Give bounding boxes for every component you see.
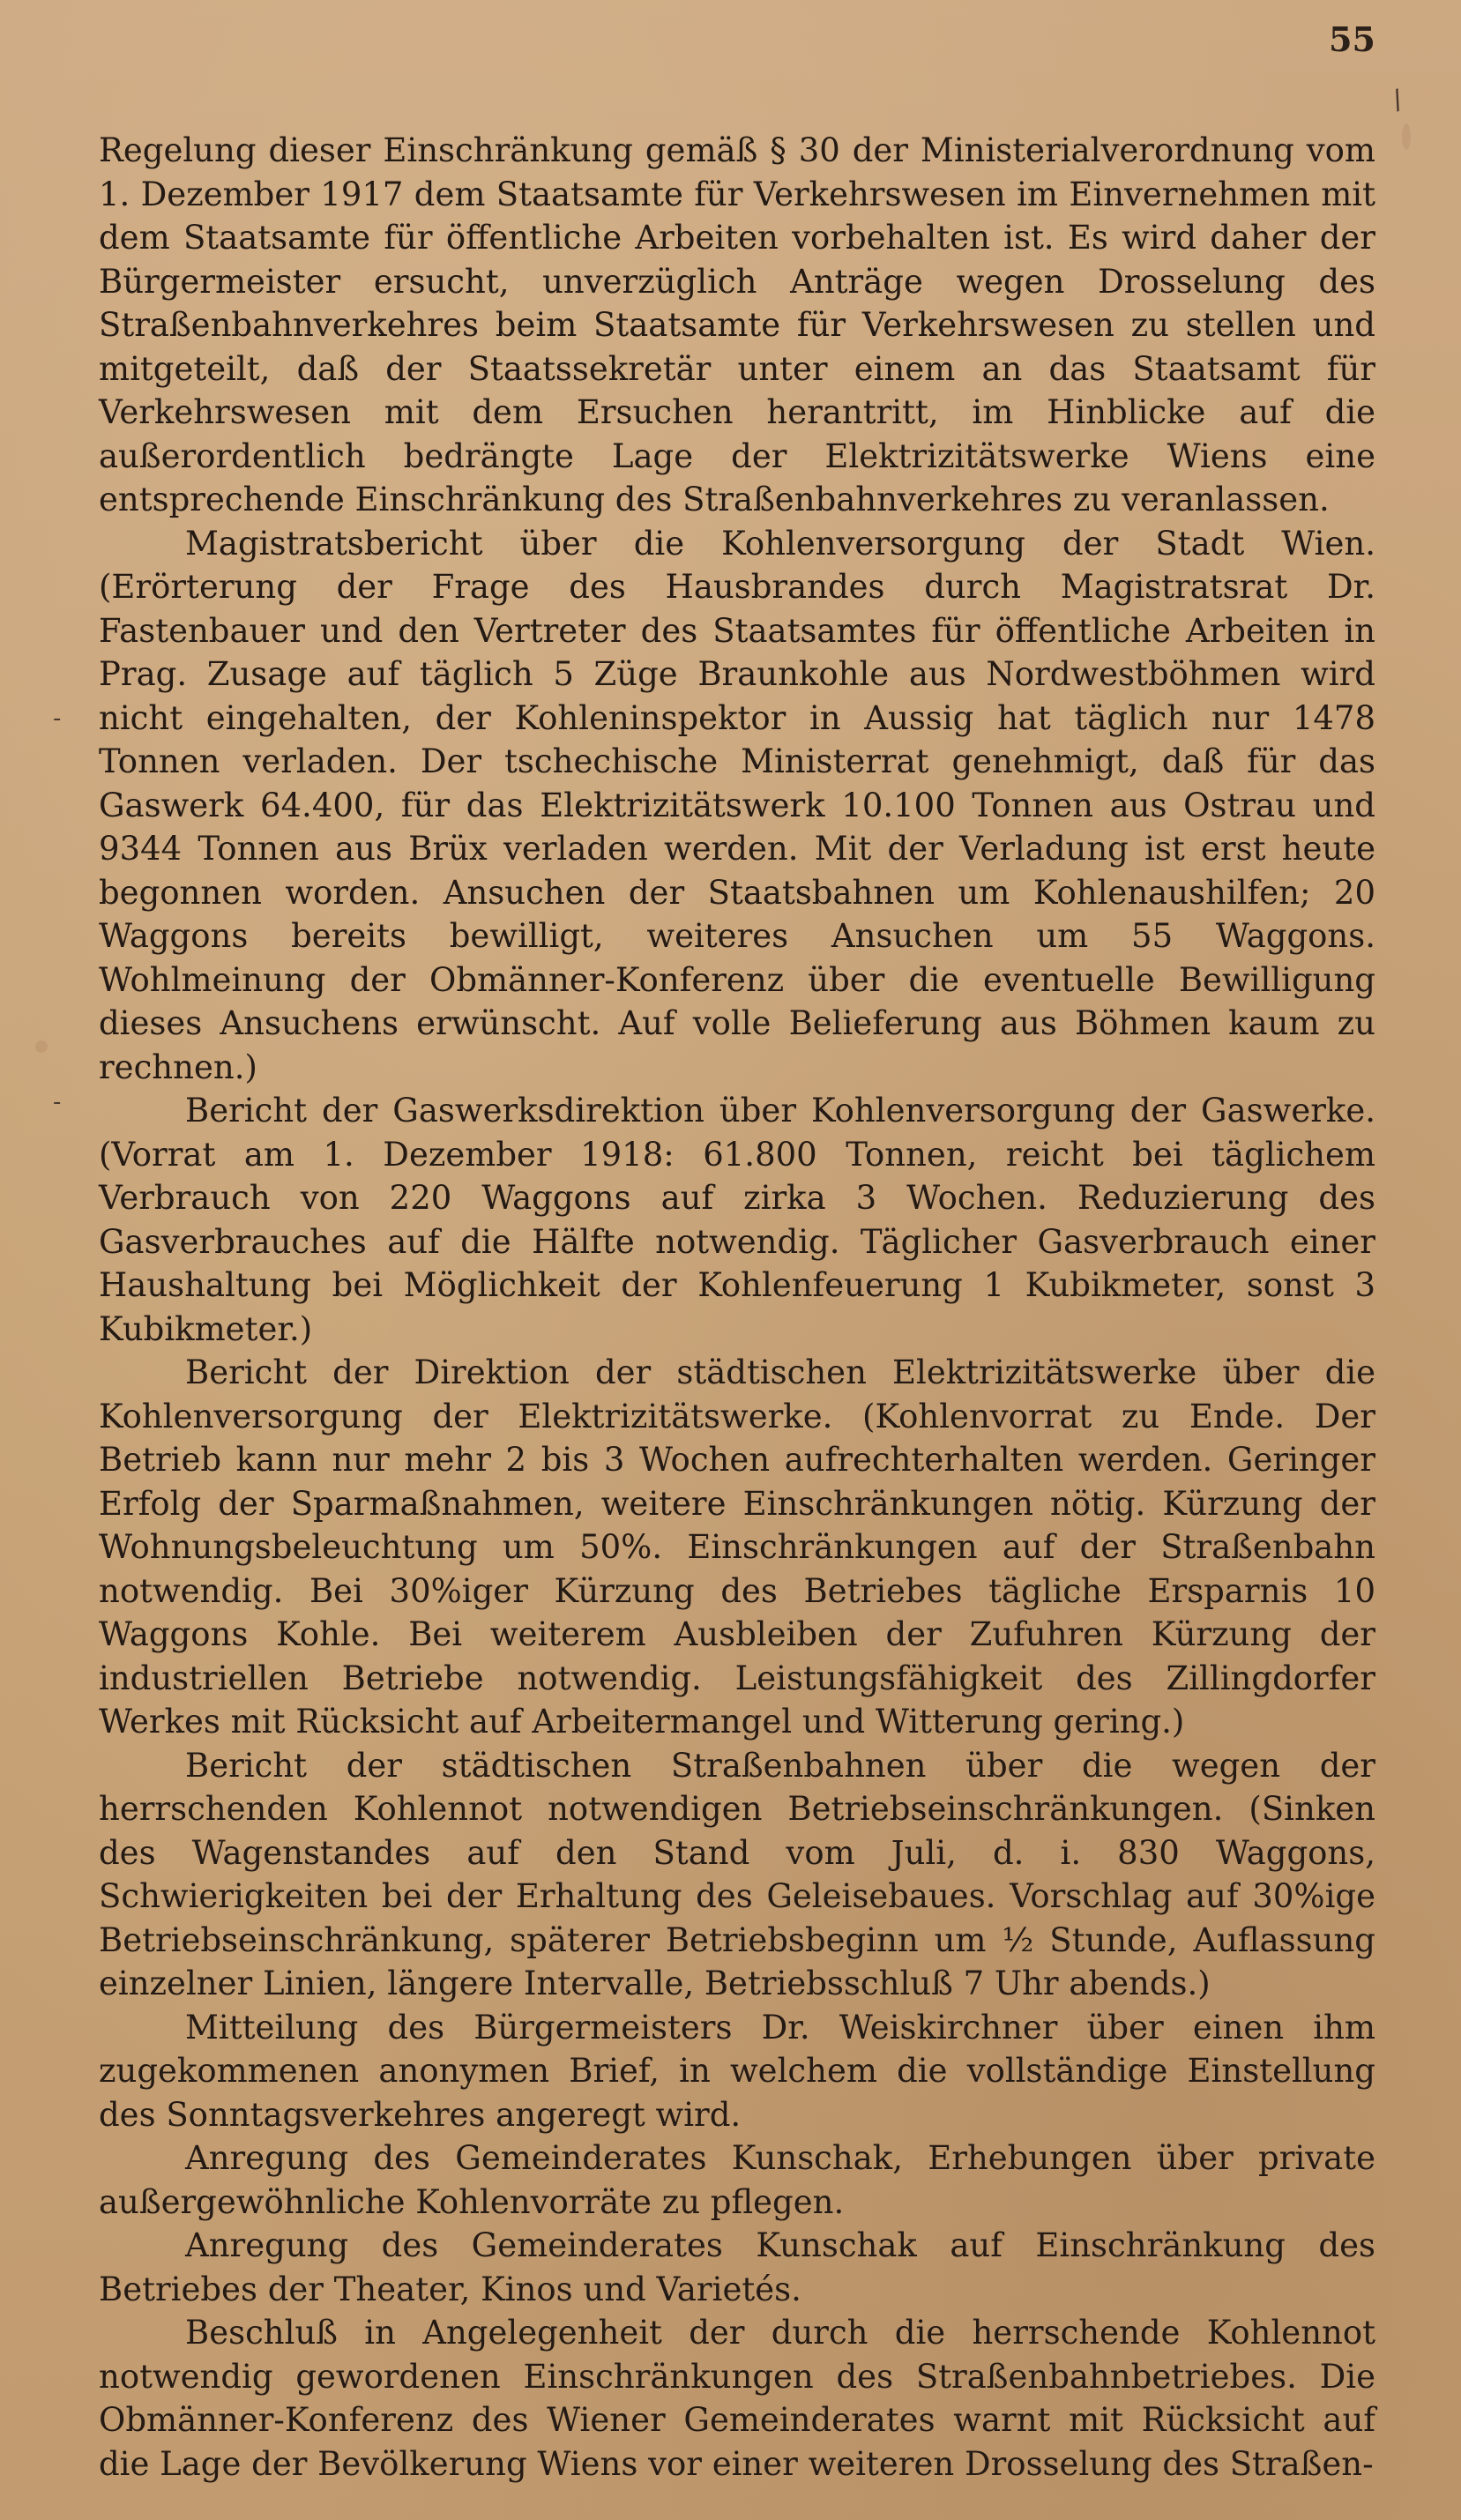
margin-mark: - — [53, 1089, 62, 1115]
paragraph-anregung-theater: Anregung des Gemeinderates Kunschak auf Einschränkung des Betriebes der Theater, Kinos und Varietés. — [99, 2226, 1375, 2308]
paragraph-magistratsbericht: Magistratsbericht über die Kohlenversorgung der Stadt Wien. (Erörterung der Frage des Hausbrandes durch Magistratsrat Dr. Fastenbauer und den Vertreter des Staatsamtes für öffentliche Arbeiten in Prag. Zusage auf täglich 5 Züge Braunkohle aus Nordwestböhmen wird nicht eingehalten, der Kohleninspektor in Aussig hat täglich nur 1478 Tonnen verladen. Der tschechische Ministerrat genehmigt, daß für das Gaswerk 64.400, für das Elektrizitätswerk 10.100 Tonnen aus Ostrau und 9344 Tonnen aus Brüx verladen werden. Mit der Verladung ist erst heute begonnen worden. Ansuchen der Staatsbahnen um Kohlenaushilfen; 20 Waggons bereits bewilligt, weiteres Ansuchen um 55 Waggons. Wohlmeinung der Obmänner-Konferenz über die eventuelle Bewilligung dieses Ansuchens erwünscht. Auf volle Belieferung aus Böhmen kaum zu rechnen.) — [99, 524, 1375, 1086]
paragraph-gaswerksdirektion: Bericht der Gaswerksdirektion über Kohlenversorgung der Gaswerke. (Vorrat am 1. Dezember 1918: 61.800 Tonnen, reicht bei täglichem Verbrauch von 220 Waggons auf zirka 3 Wochen. Reduzierung des Gasverbrauches auf die Hälfte notwendig. Täglicher Gasverbrauch einer Haushaltung bei Möglichkeit der Kohlenfeuerung 1 Kubikmeter, sonst 3 Kubikmeter.) — [99, 1092, 1375, 1348]
paragraph-anregung-kohlenvorraete: Anregung des Gemeinderates Kunschak, Erhebungen über private außergewöhnliche Kohlenvorräte zu pflegen. — [99, 2139, 1375, 2221]
paragraph-elektrizitaetswerke: Bericht der Direktion der städtischen Elektrizitätswerke über die Kohlenversorgung der Elektrizitätswerke. (Kohlenvorrat zu Ende. Der Betrieb kann nur mehr 2 bis 3 Wochen aufrechterhalten werden. Geringer Erfolg der Sparmaßnahmen, weitere Einschränkungen nötig. Kürzung der Wohnungsbeleuchtung um 50%. Einschränkungen auf der Straßenbahn notwendig. Bei 30%iger Kürzung des Betriebes tägliche Ersparnis 10 Waggons Kohle. Bei weiterem Ausbleiben der Zufuhren Kürzung der industriellen Betriebe notwendig. Leistungsfähigkeit des Zillingdorfer Werkes mit Rücksicht auf Arbeitermangel und Witterung gering.) — [99, 1353, 1375, 1741]
paragraph-continued: Regelung dieser Einschränkung gemäß § 30 der Ministerialverordnung vom 1. Dezember 1917 dem Staatsamte für Verkehrswesen im Einvernehmen mit dem Staatsamte für öffentliche Arbeiten vorbehalten ist. Es wird daher der Bürgermeister ersucht, unverzüglich Anträge wegen Drosselung des Straßenbahnverkehres beim Staatsamte für Verkehrswesen zu stellen und mitgeteilt, daß der Staatssekretär unter einem an das Staatsamt für Verkehrswesen mit dem Ersuchen herantritt, im Hinblicke auf die außerordentlich bedrängte Lage der Elektrizitätswerke Wiens eine entsprechende Einschränkung des Straßenbahnverkehres zu veranlassen. — [99, 131, 1375, 518]
margin-mark: / — [1388, 84, 1407, 116]
body-text — [99, 129, 1375, 2486]
paper-stain — [35, 1040, 48, 1053]
margin-mark: - — [53, 705, 62, 732]
paragraph-strassenbahnen: Bericht der städtischen Straßenbahnen über die wegen der herrschenden Kohlennot notwendigen Betriebseinschränkungen. (Sinken des Wagenstandes auf den Stand vom Juli, d. i. 830 Waggons, Schwierigkeiten bei der Erhaltung des Geleisebaues. Vorschlag auf 30%ige Betriebseinschränkung, späterer Betriebsbeginn um ½ Stunde, Auflassung einzelner Linien, längere Intervalle, Betriebsschluß 7 Uhr abends.) — [99, 1746, 1375, 2002]
page-number: 55 — [1329, 19, 1375, 59]
paragraph-beschluss: Beschluß in Angelegenheit der durch die herrschende Kohlennot notwendig gewordenen Einschränkungen des Straßenbahnbetriebes. Die Obmänner-Konferenz des Wiener Gemeinderates warnt mit Rücksicht auf die Lage der Bevölkerung Wiens vor einer weiteren Drosselung des Straßen- — [99, 2314, 1375, 2483]
paragraph-mitteilung: Mitteilung des Bürgermeisters Dr. Weiskirchner über einen ihm zugekommenen anonymen Brief, in welchem die vollständige Einstellung des Sonntagsverkehres angeregt wird. — [99, 2008, 1375, 2134]
paper-stain — [1402, 123, 1411, 150]
